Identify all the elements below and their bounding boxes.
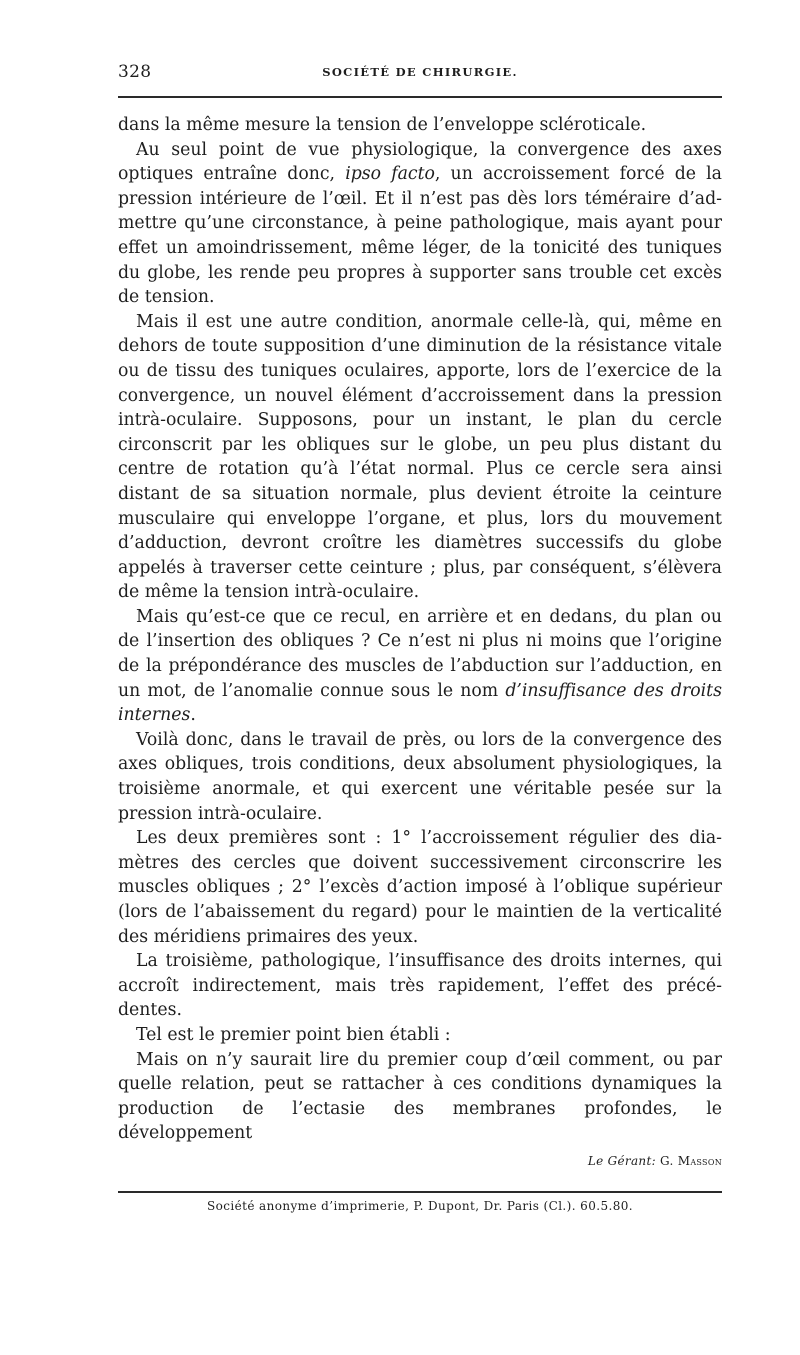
text-run: Mais qu’est-ce que ce recul, en arrière et en dedans, du plan ou de l’insertion des obliques ? Ce n’est ni plus ni moins que l’origine de la prépondérance des muscles de l’abduction sur l’adduction, en un mot, de l’anomalie connue sous le nom xyxy=(118,606,722,701)
paragraph xyxy=(118,949,722,1023)
gerant-label: Le Gérant xyxy=(587,1154,652,1168)
footer-rule xyxy=(118,1191,722,1193)
text-run: La troisième, pathologique, l’insuffisance des droits internes, qui accroît indirectement, mais très rapidement, l’effet des précédentes. xyxy=(118,951,722,1021)
text-run: Mais il est une autre condition, anormale celle-là, qui, même en dehors de toute supposition d’une diminution de la résistance vitale ou de tissu des tuniques oculaires, apporte, lors de l’exercice de la convergence, un nouvel élément d’accroissement dans la pression intrà-oculaire. Supposons, pour un instant, le plan du cercle circonscrit par les obliques sur le globe, un peu plus distant du centre de rotation qu’à l’état normal. Plus ce cercle sera ainsi distant de sa situation normale, plus devient étroite la ceinture musculaire qui enveloppe l’organe, et plus, lors du mouvement d’adduction, devront croître les diamètres successifs du globe appelés à traverser cette ceinture ; plus, par conséquent, s’élèvera de même la tension intrà-oculaire. xyxy=(118,311,722,603)
body-text xyxy=(118,113,722,1146)
text-run: Les deux premières sont : 1° l’accroissement régulier des diamètres des cercles que doivent successivement circonscrire les muscles obliques ; 2° l’excès d’action imposé à l’oblique supérieur (lors de l’abaissement du regard) pour le maintien de la verticalité des méridiens primaires des yeux. xyxy=(118,828,722,947)
gerant-initial: G. xyxy=(660,1154,674,1168)
paragraph xyxy=(118,1023,722,1048)
paragraph xyxy=(118,826,722,949)
journal-title: SOCIÉTÉ DE CHIRURGIE. xyxy=(322,65,518,79)
paragraph xyxy=(118,310,722,605)
printer-imprint: Société anonyme d’imprimerie, P. Dupont, Dr. Paris (Cl.). 60.5.80. xyxy=(207,1199,633,1213)
text-run: dans la même mesure la tension de l’enveloppe scléroticale. xyxy=(118,115,647,135)
text-run: Voilà donc, dans le travail de près, ou lors de la convergence des axes obliques, trois conditions, deux absolument physiologiques, la troisième anormale, et qui exercent une véritable pesée sur la pression intrà-oculaire. xyxy=(118,729,722,824)
paragraph xyxy=(118,1048,722,1146)
header-rule xyxy=(118,96,722,98)
paragraph xyxy=(118,138,722,310)
text-run: Au seul point de vue physiologique, la convergence des axes optiques entraîne donc, xyxy=(118,139,722,185)
text-run: , un accroissement forcé de la pression intérieure de l’œil. Et il n’est pas dès lors téméraire d’admettre qu’une circonstance, à peine pathologique, mais ayant pour effet un amoindrissement, même léger, de la tonicité des tuniques du globe, les rende peu propres à supporter sans trouble cet excès de tension. xyxy=(118,164,722,308)
gerant-signature xyxy=(118,1154,722,1168)
page-number: 328 xyxy=(118,62,152,82)
running-head xyxy=(118,60,722,88)
text-run: Mais on n’y saurait lire du premier coup d’œil comment, ou par quelle relation, peut se rattacher à ces conditions dynamiques la production de l’ectasie des membranes profondes, le développement xyxy=(118,1049,722,1144)
paragraph xyxy=(118,728,722,826)
italic-term: d’insuffisance des droits internes xyxy=(118,680,722,726)
italic-term: ipso facto xyxy=(345,164,435,185)
paragraph xyxy=(118,113,722,138)
gerant-name: Masson xyxy=(677,1154,722,1168)
text-run: . xyxy=(190,705,196,726)
gerant-colon: : xyxy=(651,1154,661,1168)
text-run: Tel est le premier point bien établi : xyxy=(136,1024,451,1045)
paragraph xyxy=(118,605,722,728)
